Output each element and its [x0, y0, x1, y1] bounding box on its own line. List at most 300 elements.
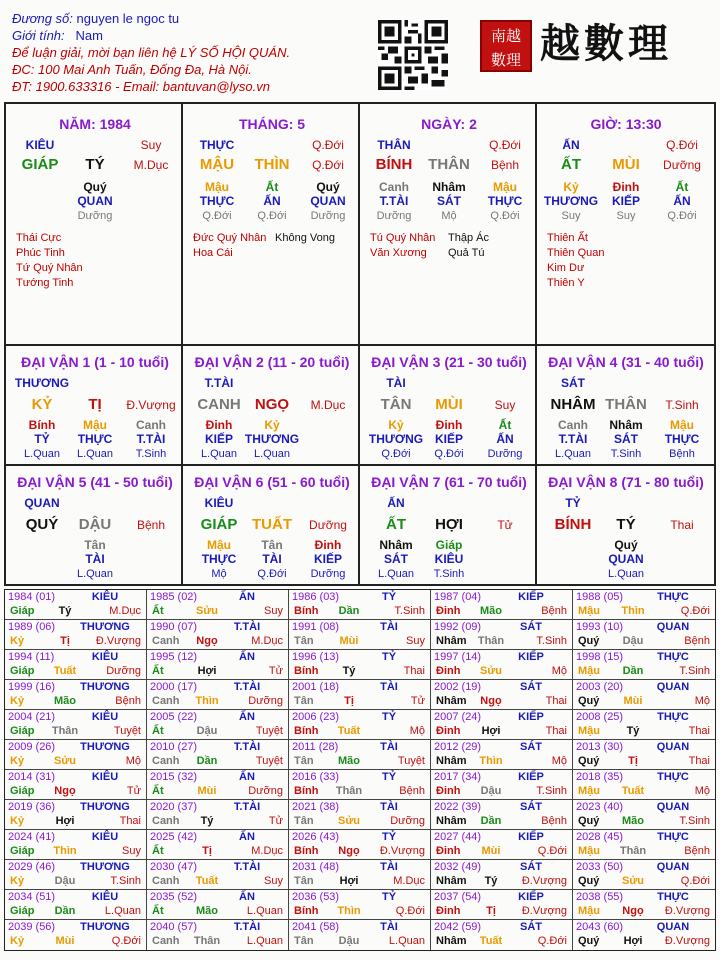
year-cell [289, 590, 431, 619]
year-stage: L.Quan [246, 935, 283, 947]
seal-text: 南越數理 [490, 27, 521, 69]
star-label: Tướng Tinh [16, 277, 74, 289]
year-cell [573, 650, 715, 679]
year-cell [431, 620, 573, 649]
year-chi: Ngọ [196, 635, 218, 647]
dai-van-hidden-stage: L.Quan [607, 568, 645, 580]
year-chi: Dậu [54, 875, 76, 887]
year-chi: Mùi [197, 785, 217, 797]
pillar-god: THÂN [377, 138, 411, 152]
year-stage: T.Sinh [536, 785, 567, 797]
year-label: 1999 (16) [8, 681, 56, 693]
dai-van-hidden-god: KIẾP [313, 552, 343, 566]
year-label: 1986 (03) [292, 591, 340, 603]
year-can: Kỷ [10, 635, 25, 647]
year-label: 2003 (20) [576, 681, 624, 693]
pillar-cell [360, 104, 537, 344]
year-stage: T.Sinh [679, 815, 710, 827]
dai-van-hidden-god: TỶ [34, 432, 50, 446]
year-can: Nhâm [436, 755, 467, 767]
year-chi: Sửu [337, 815, 361, 827]
year-label: 2038 (55) [576, 891, 624, 903]
year-stage: Thai [119, 815, 141, 827]
year-stage: Đ.Vượng [521, 905, 567, 917]
dai-van-hidden-stage: T.Sinh [135, 448, 167, 460]
year-can: Đinh [436, 785, 461, 797]
dai-van-hidden-stage: Dưỡng [487, 448, 523, 460]
year-cell [289, 620, 431, 649]
year-label: 2040 (57) [150, 921, 198, 933]
year-cell [573, 620, 715, 649]
year-cell [5, 710, 147, 739]
pillar-title: NĂM: 1984 [59, 116, 131, 132]
year-can: Giáp [10, 665, 35, 677]
year-can: Canh [152, 695, 180, 707]
year-can: Đinh [436, 665, 461, 677]
year-cell [573, 920, 715, 950]
year-can: Mậu [578, 845, 600, 857]
dai-van-stage: T.Sinh [665, 398, 699, 412]
year-god: THƯƠNG [80, 921, 130, 933]
year-chi: Dần [622, 665, 644, 677]
dai-van-hidden-stage: L.Quan [554, 448, 592, 460]
year-god: THỰC [657, 651, 689, 663]
year-label: 2024 (41) [8, 831, 56, 843]
year-can: Giáp [10, 845, 35, 857]
dai-van-title: ĐẠI VẬN 3 (21 - 30 tuổi) [371, 354, 527, 370]
year-can: Canh [152, 755, 180, 767]
year-can: Giáp [10, 785, 35, 797]
year-god: ẤN [239, 891, 255, 903]
year-label: 2021 (38) [292, 801, 340, 813]
year-chi: Mão [196, 905, 218, 917]
hidden-stage: Q.Đới [490, 210, 520, 222]
year-stage: Q.Đới [395, 905, 425, 917]
year-god: TÀI [380, 681, 398, 693]
dai-van-hidden-god: ẤN [496, 432, 514, 446]
year-cell [431, 890, 573, 919]
year-can: Mậu [578, 905, 600, 917]
hidden-stage: Q.Đới [667, 210, 697, 222]
dai-van-can: GIÁP [200, 516, 238, 533]
star-label: Kim Dư [547, 262, 585, 274]
year-row [5, 620, 715, 650]
year-stage: Tuyệt [255, 755, 283, 767]
dai-van-hidden-stage: Mộ [211, 568, 227, 580]
year-label: 2011 (28) [292, 741, 339, 753]
year-chi: Sửu [621, 875, 645, 887]
address-line: ĐC: 100 Mai Anh Tuấn, Đống Đa, Hà Nội. [12, 62, 252, 77]
star-label: Văn Xương [370, 247, 427, 259]
year-label: 2028 (45) [576, 831, 624, 843]
year-stage: Suy [264, 875, 283, 887]
year-label: 1996 (13) [292, 651, 340, 663]
year-can: Tân [294, 875, 314, 887]
year-god: SÁT [520, 621, 542, 633]
gender-line [12, 27, 290, 44]
year-can: Kỷ [10, 815, 25, 827]
year-god: SÁT [520, 921, 542, 933]
year-stage: Bệnh [541, 605, 567, 617]
year-stage: Bệnh [399, 785, 425, 797]
dai-van-stage: Suy [494, 398, 516, 412]
year-cell [431, 920, 573, 950]
hidden-god: ẤN [263, 194, 281, 208]
year-chi: Tuất [195, 875, 219, 887]
year-cell [573, 740, 715, 769]
year-cell [573, 770, 715, 799]
year-stage: Q.Đới [680, 875, 710, 887]
year-chi: Mão [622, 815, 644, 827]
year-stage: Tử [410, 695, 425, 707]
star-label: Phúc Tinh [16, 247, 65, 259]
pillars-row [6, 104, 714, 346]
pillar-stage: Q.Đới [489, 138, 521, 152]
dai-van-can: BÍNH [554, 516, 592, 533]
year-stage: Mộ [694, 695, 710, 707]
hidden-god: QUAN [77, 194, 113, 208]
year-cell [573, 830, 715, 859]
year-row [5, 920, 715, 950]
year-can: Quý [578, 875, 600, 887]
dai-van-chi: NGỌ [254, 396, 290, 413]
dai-van-hidden-stage: L.Quan [253, 448, 291, 460]
year-stage: L.Quan [388, 935, 425, 947]
year-label: 2014 (31) [8, 771, 56, 783]
year-label: 2018 (35) [576, 771, 624, 783]
year-can: Nhâm [436, 635, 467, 647]
year-label: 1997 (14) [434, 651, 482, 663]
year-stage: Q.Đới [680, 605, 710, 617]
hidden-stem: Mậu [493, 180, 517, 194]
year-stage: Tuyệt [113, 725, 141, 737]
year-stage: Dưỡng [248, 785, 283, 797]
hidden-god: QUAN [310, 194, 346, 208]
year-god: THỰC [657, 891, 689, 903]
year-can: Bính [294, 845, 319, 857]
yearly-table [4, 589, 716, 951]
year-chi: Thân [193, 935, 221, 947]
star-label: Không Vong [275, 232, 335, 244]
dai-van-hidden-god: SÁT [614, 432, 638, 446]
year-god: QUAN [656, 681, 690, 693]
dai-van-can: TÂN [380, 396, 412, 413]
year-label: 1990 (07) [150, 621, 198, 633]
star-label: Quả Tú [448, 247, 485, 259]
dai-van-chi: THÂN [605, 396, 647, 413]
star-label: Thiên Quan [547, 247, 605, 259]
dai-van-hidden-stem: Bính [28, 418, 56, 432]
year-can: Canh [152, 935, 180, 947]
dai-van-hidden-god: KIẾP [204, 432, 234, 446]
dai-van-hidden-stem: Canh [558, 418, 588, 432]
year-row [5, 770, 715, 800]
year-can: Giáp [10, 905, 35, 917]
dai-van-hidden-god: SÁT [384, 552, 408, 566]
year-row [5, 800, 715, 830]
dai-van-hidden-stem: Giáp [435, 538, 463, 552]
year-god: KIẾP [518, 771, 544, 783]
year-stage: Đ.Vượng [664, 935, 710, 947]
year-cell [431, 740, 573, 769]
year-god: TÀI [380, 861, 398, 873]
year-can: Bính [294, 665, 319, 677]
year-row [5, 680, 715, 710]
dai-van-cell [360, 466, 537, 584]
dai-van-title: ĐẠI VẬN 8 (71 - 80 tuổi) [548, 474, 704, 490]
year-god: TÀI [380, 741, 398, 753]
year-label: 2017 (34) [434, 771, 482, 783]
year-cell [431, 710, 573, 739]
year-cell [289, 800, 431, 829]
year-stage: Dưỡng [390, 815, 425, 827]
pillar-stage: Q.Đới [666, 138, 698, 152]
year-stage: Thai [545, 725, 567, 737]
year-stage: Thai [688, 755, 710, 767]
year-cell [289, 680, 431, 709]
year-god: KIẾP [518, 711, 544, 723]
year-label: 2008 (25) [576, 711, 624, 723]
year-label: 2037 (54) [434, 891, 482, 903]
pillar-cell [537, 104, 714, 344]
dai-van-can: QUÝ [25, 516, 59, 533]
dai-van-hidden-stem: Ất [498, 418, 512, 432]
year-stage: Suy [122, 845, 141, 857]
year-god: QUAN [656, 621, 690, 633]
year-chi: Dậu [338, 935, 360, 947]
year-can: Bính [294, 725, 319, 737]
hidden-stem: Đinh [612, 180, 640, 194]
dai-van-title: ĐẠI VẬN 6 (51 - 60 tuổi) [194, 474, 350, 490]
year-god: SÁT [520, 861, 542, 873]
dai-van-hidden-god: KIẾP [434, 432, 464, 446]
dai-van-hidden-stage: Q.Đới [434, 448, 464, 460]
pillar-title: NGÀY: 2 [421, 116, 477, 132]
year-label: 1998 (15) [576, 651, 624, 663]
year-can: Nhâm [436, 815, 467, 827]
year-god: QUAN [656, 741, 690, 753]
pillar-chi-stage: Dưỡng [663, 158, 701, 172]
year-can: Tân [294, 755, 314, 767]
year-label: 2010 (27) [150, 741, 198, 753]
hidden-stem: Quý [316, 180, 340, 194]
year-row [5, 650, 715, 680]
year-stage: Mộ [551, 755, 567, 767]
year-label: 1993 (10) [576, 621, 624, 633]
year-stage: Tuyệt [255, 725, 283, 737]
year-cell [289, 740, 431, 769]
year-god: TÀI [380, 621, 398, 633]
pillar-title: GIỜ: 13:30 [590, 116, 662, 132]
hidden-stage: Suy [616, 210, 636, 222]
year-stage: Mộ [409, 725, 425, 737]
chart-grid [4, 102, 716, 586]
year-god: ẤN [239, 771, 255, 783]
year-can: Giáp [10, 725, 35, 737]
hidden-stem: Quý [83, 180, 107, 194]
year-god: THƯƠNG [80, 621, 130, 633]
year-cell [289, 650, 431, 679]
year-god: ẤN [239, 651, 255, 663]
year-cell [431, 650, 573, 679]
year-god: KIÊU [91, 711, 119, 723]
year-god: KIÊU [91, 891, 119, 903]
dai-van-chi: TUẤT [252, 516, 292, 533]
dai-van-title: ĐẠI VẬN 4 (31 - 40 tuổi) [548, 354, 704, 370]
year-can: Ất [152, 905, 164, 917]
year-label: 2016 (33) [292, 771, 340, 783]
dai-van-hidden-stage: Dưỡng [310, 568, 346, 580]
dai-van-hidden-god: QUAN [608, 552, 644, 566]
year-can: Tân [294, 695, 314, 707]
year-can: Ất [152, 725, 164, 737]
year-stage: M.Dục [393, 875, 425, 887]
year-label: 2023 (40) [576, 801, 624, 813]
year-label: 1992 (09) [434, 621, 482, 633]
year-stage: Suy [264, 605, 283, 617]
dai-van-cell [183, 346, 360, 464]
dai-van-hidden-stage: T.Sinh [433, 568, 465, 580]
year-cell [147, 860, 289, 889]
year-label: 1984 (01) [8, 591, 56, 603]
dai-van-hidden-stem: Kỷ [264, 418, 280, 432]
year-label: 2009 (26) [8, 741, 56, 753]
year-god: TỶ [381, 891, 397, 903]
year-chi: Mùi [623, 695, 643, 707]
dai-van-stage: Dưỡng [309, 518, 347, 532]
dai-van-stage: Tử [497, 518, 513, 532]
year-row [5, 710, 715, 740]
year-cell [5, 680, 147, 709]
pillar-stage: Suy [140, 138, 162, 152]
year-god: KIẾP [518, 831, 544, 843]
year-cell [5, 650, 147, 679]
dai-van-can: NHÂM [550, 396, 596, 413]
year-label: 2001 (18) [292, 681, 340, 693]
year-cell [573, 860, 715, 889]
year-god: TỶ [381, 711, 397, 723]
year-god: THƯƠNG [80, 801, 130, 813]
dai-van-cell [360, 346, 537, 464]
year-label: 2032 (49) [434, 861, 482, 873]
hidden-stem: Ất [675, 180, 689, 194]
year-cell [147, 620, 289, 649]
year-cell [147, 920, 289, 950]
year-cell [5, 620, 147, 649]
year-stage: Tử [126, 785, 141, 797]
year-stage: Q.Đới [537, 935, 567, 947]
year-stage: Tử [268, 665, 283, 677]
year-stage: Thai [688, 725, 710, 737]
year-can: Tân [294, 635, 314, 647]
year-cell [289, 710, 431, 739]
year-row [5, 740, 715, 770]
dai-van-hidden-stem: Canh [136, 418, 166, 432]
year-cell [147, 590, 289, 619]
dai-van-hidden-god: T.TÀI [136, 432, 166, 446]
year-can: Nhâm [436, 695, 467, 707]
dai-van-hidden-stem: Tân [84, 538, 106, 552]
year-label: 2036 (53) [292, 891, 340, 903]
year-stage: Bệnh [541, 815, 567, 827]
year-can: Mậu [578, 725, 600, 737]
year-stage: Đ.Vượng [521, 875, 567, 887]
dai-van-chi: TỊ [88, 396, 102, 413]
year-chi: Dần [196, 755, 218, 767]
dai-van-cell [6, 466, 183, 584]
year-can: Đinh [436, 605, 461, 617]
year-god: KIẾP [518, 651, 544, 663]
year-god: T.TÀI [233, 681, 261, 693]
year-chi: Tị [202, 845, 212, 857]
dai-van-cell [537, 466, 714, 584]
year-cell [289, 860, 431, 889]
dai-van-cell [537, 346, 714, 464]
year-cell [147, 710, 289, 739]
pillar-can: MẬU [199, 156, 235, 173]
year-god: T.TÀI [233, 621, 261, 633]
star-label: Tú Quý Nhân [370, 232, 436, 244]
star-label: Tứ Quý Nhân [16, 262, 83, 274]
dai-van-hidden-god: THƯƠNG [244, 432, 300, 446]
year-cell [289, 890, 431, 919]
star-label: Đức Quý Nhân [193, 232, 267, 244]
star-label: Thập Ác [448, 232, 489, 244]
dai-van-stage: Bệnh [136, 518, 166, 532]
dai-van-hidden-stem: Nhâm [609, 418, 643, 432]
year-cell [147, 740, 289, 769]
year-cell [5, 770, 147, 799]
dai-van-god: KIÊU [204, 496, 234, 510]
year-stage: T.Sinh [536, 635, 567, 647]
name-label: Đương số: [12, 11, 73, 26]
year-stage: T.Sinh [110, 875, 141, 887]
dai-van-hidden-stage: L.Quan [200, 448, 238, 460]
year-label: 2019 (36) [8, 801, 56, 813]
year-chi: Ngọ [338, 845, 360, 857]
year-can: Giáp [10, 605, 35, 617]
pillar-can: ẤT [561, 156, 581, 173]
year-chi: Thân [335, 785, 363, 797]
year-label: 2007 (24) [434, 711, 482, 723]
dai-van-can: ẤT [386, 516, 406, 533]
pillar-chi-stage: Q.Đới [312, 158, 344, 172]
dai-van-hidden-god: TÀI [262, 552, 282, 566]
year-label: 2026 (43) [292, 831, 340, 843]
year-god: KIẾP [518, 591, 544, 603]
year-god: THỰC [657, 711, 689, 723]
year-god: TỶ [381, 831, 397, 843]
year-stage: Tuyệt [397, 755, 425, 767]
year-label: 2027 (44) [434, 831, 482, 843]
year-stage: M.Dục [251, 845, 283, 857]
dai-van-hidden-stage: L.Quan [23, 448, 61, 460]
year-god: KIẾP [518, 891, 544, 903]
year-label: 1994 (11) [8, 651, 55, 663]
year-can: Bính [294, 605, 319, 617]
dai-van-hidden-god: THỰC [664, 432, 700, 446]
year-label: 2013 (30) [576, 741, 624, 753]
year-cell [147, 830, 289, 859]
dai-van-cell [183, 466, 360, 584]
hidden-stem: Nhâm [432, 180, 466, 194]
year-row [5, 590, 715, 620]
year-cell [431, 770, 573, 799]
header-info [12, 10, 290, 95]
year-stage: Mộ [125, 755, 141, 767]
dai-van-chi: HỢI [435, 516, 463, 533]
year-stage: Q.Đới [537, 845, 567, 857]
